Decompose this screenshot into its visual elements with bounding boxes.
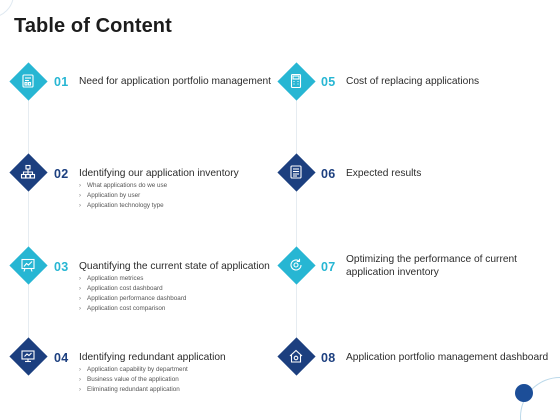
- refresh-gear-icon: [277, 246, 315, 284]
- list-item: › Business value of the application: [79, 376, 179, 383]
- item-title: Application portfolio management dashboard: [346, 352, 549, 363]
- list-item: › Application performance dashboard: [79, 295, 187, 302]
- list-item: › Application by user: [79, 192, 141, 199]
- left-connector-line: [28, 98, 29, 338]
- chevron-right-icon: ›: [79, 387, 81, 393]
- subitem-list: [79, 274, 186, 314]
- item-number: 04: [54, 351, 69, 365]
- chevron-right-icon: ›: [79, 203, 81, 209]
- item-number: 01: [54, 75, 69, 89]
- item-title: Optimizing the performance of current application inventory: [346, 254, 517, 278]
- list-item: › Application cost dashboard: [79, 285, 163, 292]
- monitor-icon: [9, 337, 47, 375]
- subitem-list: [79, 181, 167, 211]
- item-title: Need for application portfolio management: [79, 76, 271, 87]
- chevron-right-icon: ›: [79, 276, 81, 282]
- chevron-right-icon: ›: [79, 296, 81, 302]
- list-item: › Application cost comparison: [79, 305, 166, 312]
- item-number: 06: [321, 167, 336, 181]
- item-title: Expected results: [346, 168, 422, 179]
- item-number: 05: [321, 75, 336, 89]
- corner-decoration: [0, 0, 14, 18]
- item-number: 03: [54, 260, 69, 274]
- document-chart-icon: [9, 62, 47, 100]
- calculator-icon: [277, 62, 315, 100]
- report-list-icon: [277, 153, 315, 191]
- hierarchy-icon: [9, 153, 47, 191]
- chart-board-icon: [9, 246, 47, 284]
- chevron-right-icon: ›: [79, 306, 81, 312]
- item-title: Quantifying the current state of application: [79, 261, 270, 272]
- list-item: › What applications do we use: [79, 182, 168, 189]
- page-title: Table of Content: [14, 15, 172, 37]
- list-item: › Application capability by department: [79, 366, 188, 373]
- right-connector-line: [296, 98, 297, 338]
- chevron-right-icon: ›: [79, 286, 81, 292]
- item-number: 02: [54, 167, 69, 181]
- item-title: Identifying our application inventory: [79, 168, 239, 179]
- chevron-right-icon: ›: [79, 193, 81, 199]
- list-item: › Application metrices: [79, 275, 144, 282]
- chevron-right-icon: ›: [79, 183, 81, 189]
- subitem-list: [79, 365, 188, 395]
- chevron-right-icon: ›: [79, 367, 81, 373]
- corner-dot-decoration: [515, 384, 533, 402]
- house-gear-icon: [277, 337, 315, 375]
- item-number: 07: [321, 260, 336, 274]
- item-number: 08: [321, 351, 336, 365]
- item-title: Identifying redundant application: [79, 352, 226, 363]
- item-title: Cost of replacing applications: [346, 76, 480, 87]
- list-item: › Application technology type: [79, 202, 164, 209]
- list-item: › Eliminating redundant application: [79, 386, 180, 393]
- chevron-right-icon: ›: [79, 377, 81, 383]
